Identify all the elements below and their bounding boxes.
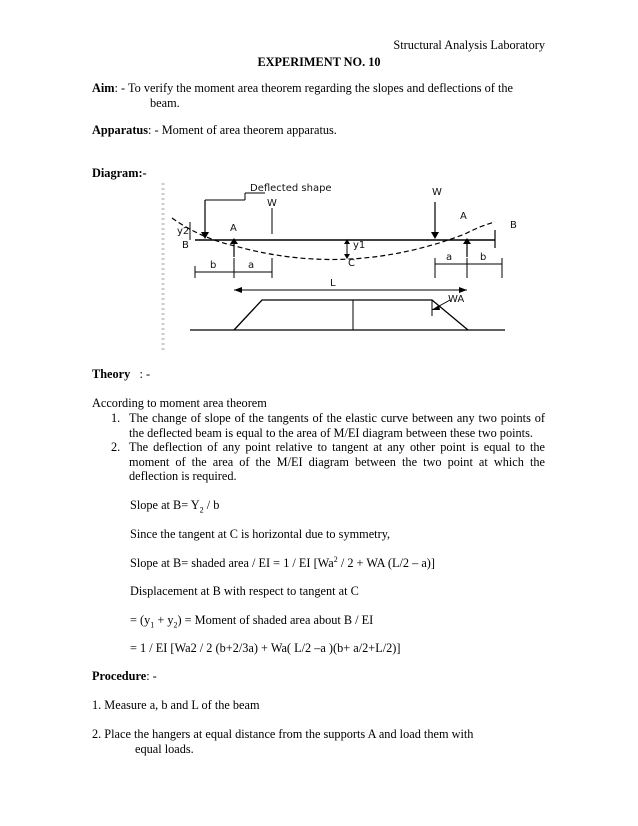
label-y1: y1 xyxy=(353,240,366,251)
formula-sub: 1 xyxy=(150,620,155,630)
aim-text-line2: beam. xyxy=(150,95,180,110)
diagram-label: Diagram:- xyxy=(92,166,147,180)
lab-name: Structural Analysis Laboratory xyxy=(393,38,545,52)
label-w-left: W xyxy=(267,198,277,209)
label-wa: WA xyxy=(448,294,465,305)
formula-sup: 2 xyxy=(333,555,338,564)
label-dim-l: L xyxy=(330,278,336,289)
formula-moment xyxy=(130,613,373,630)
procedure-sep: : - xyxy=(146,669,157,683)
formula-text: = (y xyxy=(130,613,151,627)
theory-intro: According to moment area theorem xyxy=(92,396,267,410)
procedure-step-1: 1. Measure a, b and L of the beam xyxy=(92,698,260,712)
theory-sep: : - xyxy=(139,367,151,381)
formula-text: Slope at B= Y xyxy=(130,498,200,512)
label-deflected-shape: Deflected shape xyxy=(250,183,332,194)
label-y2: y2 xyxy=(177,226,190,237)
formula-text: + y xyxy=(154,613,174,627)
support-left-arrow xyxy=(230,238,238,244)
label-dim-b-right: b xyxy=(480,252,487,263)
label-a-left: A xyxy=(230,223,237,234)
apparatus-section xyxy=(92,123,337,138)
label-a-right: A xyxy=(460,211,467,222)
theory-item-2 xyxy=(92,440,545,484)
procedure-step-2-line1: 2. Place the hangers at equal distance from the supports A and load them with xyxy=(92,727,474,741)
dim-l-arrow-left xyxy=(234,287,242,293)
mei-trapezoid xyxy=(234,300,468,330)
formula-text: / 2 + WA (L/2 – a)] xyxy=(337,556,435,571)
formula-text: / b xyxy=(203,498,220,512)
aim-text-line1: : - To verify the moment area theorem regarding the slopes and deflections of the xyxy=(114,81,513,95)
procedure-label: Procedure xyxy=(92,669,147,683)
formula-shaded-area xyxy=(130,555,435,571)
formula-sub: 2 xyxy=(199,505,204,515)
load-right-arrow xyxy=(431,232,439,239)
formula-displacement: Displacement at B with respect to tangent at C xyxy=(130,584,359,598)
theory-item-text: The change of slope of the tangents of the elastic curve between any two points of the deflected beam is equal to the area of M/EI diagram between these two points. xyxy=(129,411,545,440)
theory-item-text: The deflection of any point relative to tangent at any other point is equal to the moment of the area of the M/EI diagram between the two point at which the deflection is required. xyxy=(129,440,545,483)
aim-section xyxy=(92,81,545,110)
label-dim-a-right: a xyxy=(446,252,453,263)
procedure-step-2-line2: equal loads. xyxy=(135,741,194,756)
formula-sub: 2 xyxy=(173,620,178,630)
theory-item-1 xyxy=(92,411,545,440)
procedure-heading xyxy=(92,669,157,684)
procedure-step-2 xyxy=(92,727,552,756)
apparatus-text: : - Moment of area theorem apparatus. xyxy=(148,123,337,137)
theory-item-num: 2. xyxy=(111,440,121,454)
support-right-arrow xyxy=(463,238,471,244)
formula-slope-b xyxy=(130,498,219,515)
formula-result: = 1 / EI [Wa2 / 2 (b+2/3a) + Wa( L/2 –a )(b+ a/2+L/2)] xyxy=(130,641,401,655)
label-dim-a-left: a xyxy=(248,260,255,271)
experiment-title: EXPERIMENT NO. 10 xyxy=(257,55,381,69)
dim-l-arrow-right xyxy=(459,287,467,293)
formula-text: ) = Moment of shaded area about B / EI xyxy=(177,613,374,627)
label-b-right: B xyxy=(510,220,517,231)
label-c: C xyxy=(348,258,355,269)
wa-arrow xyxy=(432,305,440,310)
label-dim-b-left: b xyxy=(210,260,217,271)
theory-item-num: 1. xyxy=(111,411,121,425)
label-w-right: W xyxy=(432,187,442,198)
formula-text: Slope at B= shaded area / EI = 1 / EI [Wa xyxy=(130,556,334,571)
theory-list xyxy=(92,411,545,484)
apparatus-label: Apparatus xyxy=(92,123,149,137)
aim-label: Aim xyxy=(92,81,115,95)
formula-symmetry: Since the tangent at C is horizontal due to symmetry, xyxy=(130,527,391,541)
theory-label: Theory xyxy=(92,367,131,381)
beam-diagram xyxy=(150,178,530,358)
theory-heading xyxy=(92,367,150,382)
beam-diagram-svg xyxy=(150,178,530,358)
label-b-left: B xyxy=(182,240,189,251)
